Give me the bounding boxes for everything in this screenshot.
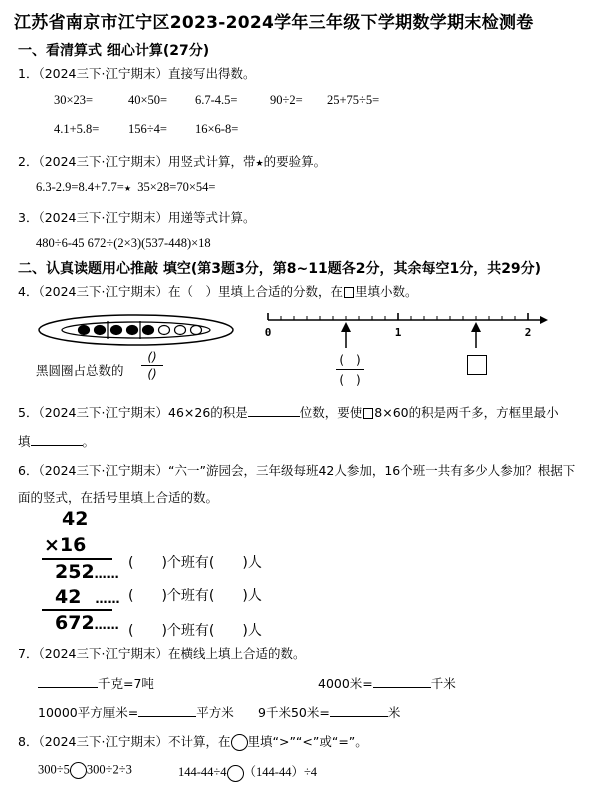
answer-blank[interactable] xyxy=(373,675,431,688)
ruler-label: 1 xyxy=(394,326,402,339)
q1-item: 156÷4= xyxy=(128,122,167,136)
q1-item: 25+75÷5= xyxy=(327,93,380,107)
answer-blank[interactable] xyxy=(38,675,98,688)
number-line xyxy=(262,310,552,350)
calc-multiplier: ×16 xyxy=(44,534,87,556)
q6-prompt: 6．（2024三下·江宁期末）“六一”游园会，三年级每班42人参加，16个班一共有多少人参加？根据下 xyxy=(18,463,576,478)
circle-icon xyxy=(231,734,248,751)
q8-item-a: 300÷5 300÷2÷3 xyxy=(38,762,132,779)
answer-blank[interactable] xyxy=(330,704,388,717)
q4-caption: 黑圆圈占总数的 xyxy=(36,363,124,378)
decimal-answer-box[interactable] xyxy=(467,355,487,375)
q5-text: 5．（2024三下·江宁期末）46×26的积是 位数，要使 8×60的积是两千多，方框里最小 xyxy=(18,405,559,420)
q1-item: 90÷2= xyxy=(270,93,303,107)
black-dot xyxy=(143,326,154,335)
calc-total: 672…… xyxy=(55,612,119,634)
star-icon: ★ xyxy=(255,159,264,169)
section-2-heading: 二、认真读题用心推敲 填空(第3题3分，第8~11题各2分，其余每空1分，共29分) xyxy=(18,261,542,277)
q1-prompt: 1．（2024三下·江宁期末）直接写出得数。 xyxy=(18,66,256,81)
answer-blank[interactable] xyxy=(31,433,83,446)
dots-oval-figure xyxy=(36,312,236,348)
star-icon: ★ xyxy=(123,184,131,193)
compare-circle[interactable] xyxy=(227,765,244,782)
q4-prompt: 4．（2024三下·江宁期末）在（ ）里填上合适的分数，在 里填小数。 xyxy=(18,284,418,299)
q1-item: 6.7-4.5= xyxy=(195,93,238,107)
q8-item-b: 144-44÷4 （144-44）÷4 xyxy=(178,762,317,782)
answer-blank[interactable] xyxy=(138,704,196,717)
q6-prompt-cont: 面的竖式，在括号里填上合适的数。 xyxy=(18,490,219,505)
black-dot xyxy=(111,326,122,335)
q1-item: 30×23= xyxy=(54,93,94,107)
q1-item: 16×6-8= xyxy=(195,122,239,136)
q1-item: 40×50= xyxy=(128,93,168,107)
q2-items: 6.3-2.9=8.4+7.7=★ 35×28=70×54= xyxy=(36,180,216,194)
calc-partial-1: 252…… xyxy=(55,561,119,583)
white-dot xyxy=(175,326,186,335)
black-dot xyxy=(127,326,138,335)
white-dot xyxy=(191,326,202,335)
answer-box-icon xyxy=(344,287,354,298)
q1-item: 4.1+5.8= xyxy=(54,122,100,136)
q5-text-cont: 填 。 xyxy=(18,434,96,449)
q6-fill-line: ( )个班有( )人 xyxy=(128,588,262,604)
arrow-right-icon xyxy=(540,316,548,324)
calc-multiplicand: 42 xyxy=(62,508,89,530)
compare-circle[interactable] xyxy=(70,762,87,779)
calc-partial-2: 42 …… xyxy=(55,586,120,608)
arrow-up-icon xyxy=(471,322,481,348)
q7-item-b: 4000米= 千米 xyxy=(318,676,456,691)
q7-item-c: 10000平方厘米= 平方米 xyxy=(38,705,234,720)
q6-fill-line: ( )个班有( )人 xyxy=(128,555,262,571)
answer-blank[interactable] xyxy=(248,404,300,417)
black-dot xyxy=(95,326,106,335)
calc-divider xyxy=(42,609,112,611)
q7-item-d: 9千米50米= 米 xyxy=(258,705,401,720)
q2-prompt: 2．（2024三下·江宁期末）用竖式计算，带★的要验算。 xyxy=(18,154,327,169)
page-title: 江苏省南京市江宁区2023-2024学年三年级下学期数学期末检测卷 xyxy=(14,13,534,33)
black-dot xyxy=(79,326,90,335)
q7-prompt: 7．（2024三下·江宁期末）在横线上填上合适的数。 xyxy=(18,646,306,661)
calc-divider xyxy=(42,558,112,560)
fraction-blank: () () xyxy=(141,350,163,381)
arrow-up-icon xyxy=(341,322,351,348)
answer-box-icon xyxy=(363,408,373,419)
q3-items: 480÷6-45 672÷(2×3)(537-448)×18 xyxy=(36,236,211,250)
q8-prompt: 8．（2024三下·江宁期末）不计算，在 里填“>”“<”或“=”。 xyxy=(18,734,368,749)
ruler-label: 2 xyxy=(524,326,532,339)
ruler-label: 0 xyxy=(264,326,272,339)
q7-item-a: 千克=7吨 xyxy=(38,674,154,692)
section-1-heading: 一、看清算式 细心计算(27分) xyxy=(18,43,210,59)
q3-prompt: 3．（2024三下·江宁期末）用递等式计算。 xyxy=(18,210,256,225)
white-dot xyxy=(159,326,170,335)
q6-fill-line: ( )个班有( )人 xyxy=(128,623,262,639)
fraction-blank: ( ) ( ) xyxy=(336,351,364,388)
